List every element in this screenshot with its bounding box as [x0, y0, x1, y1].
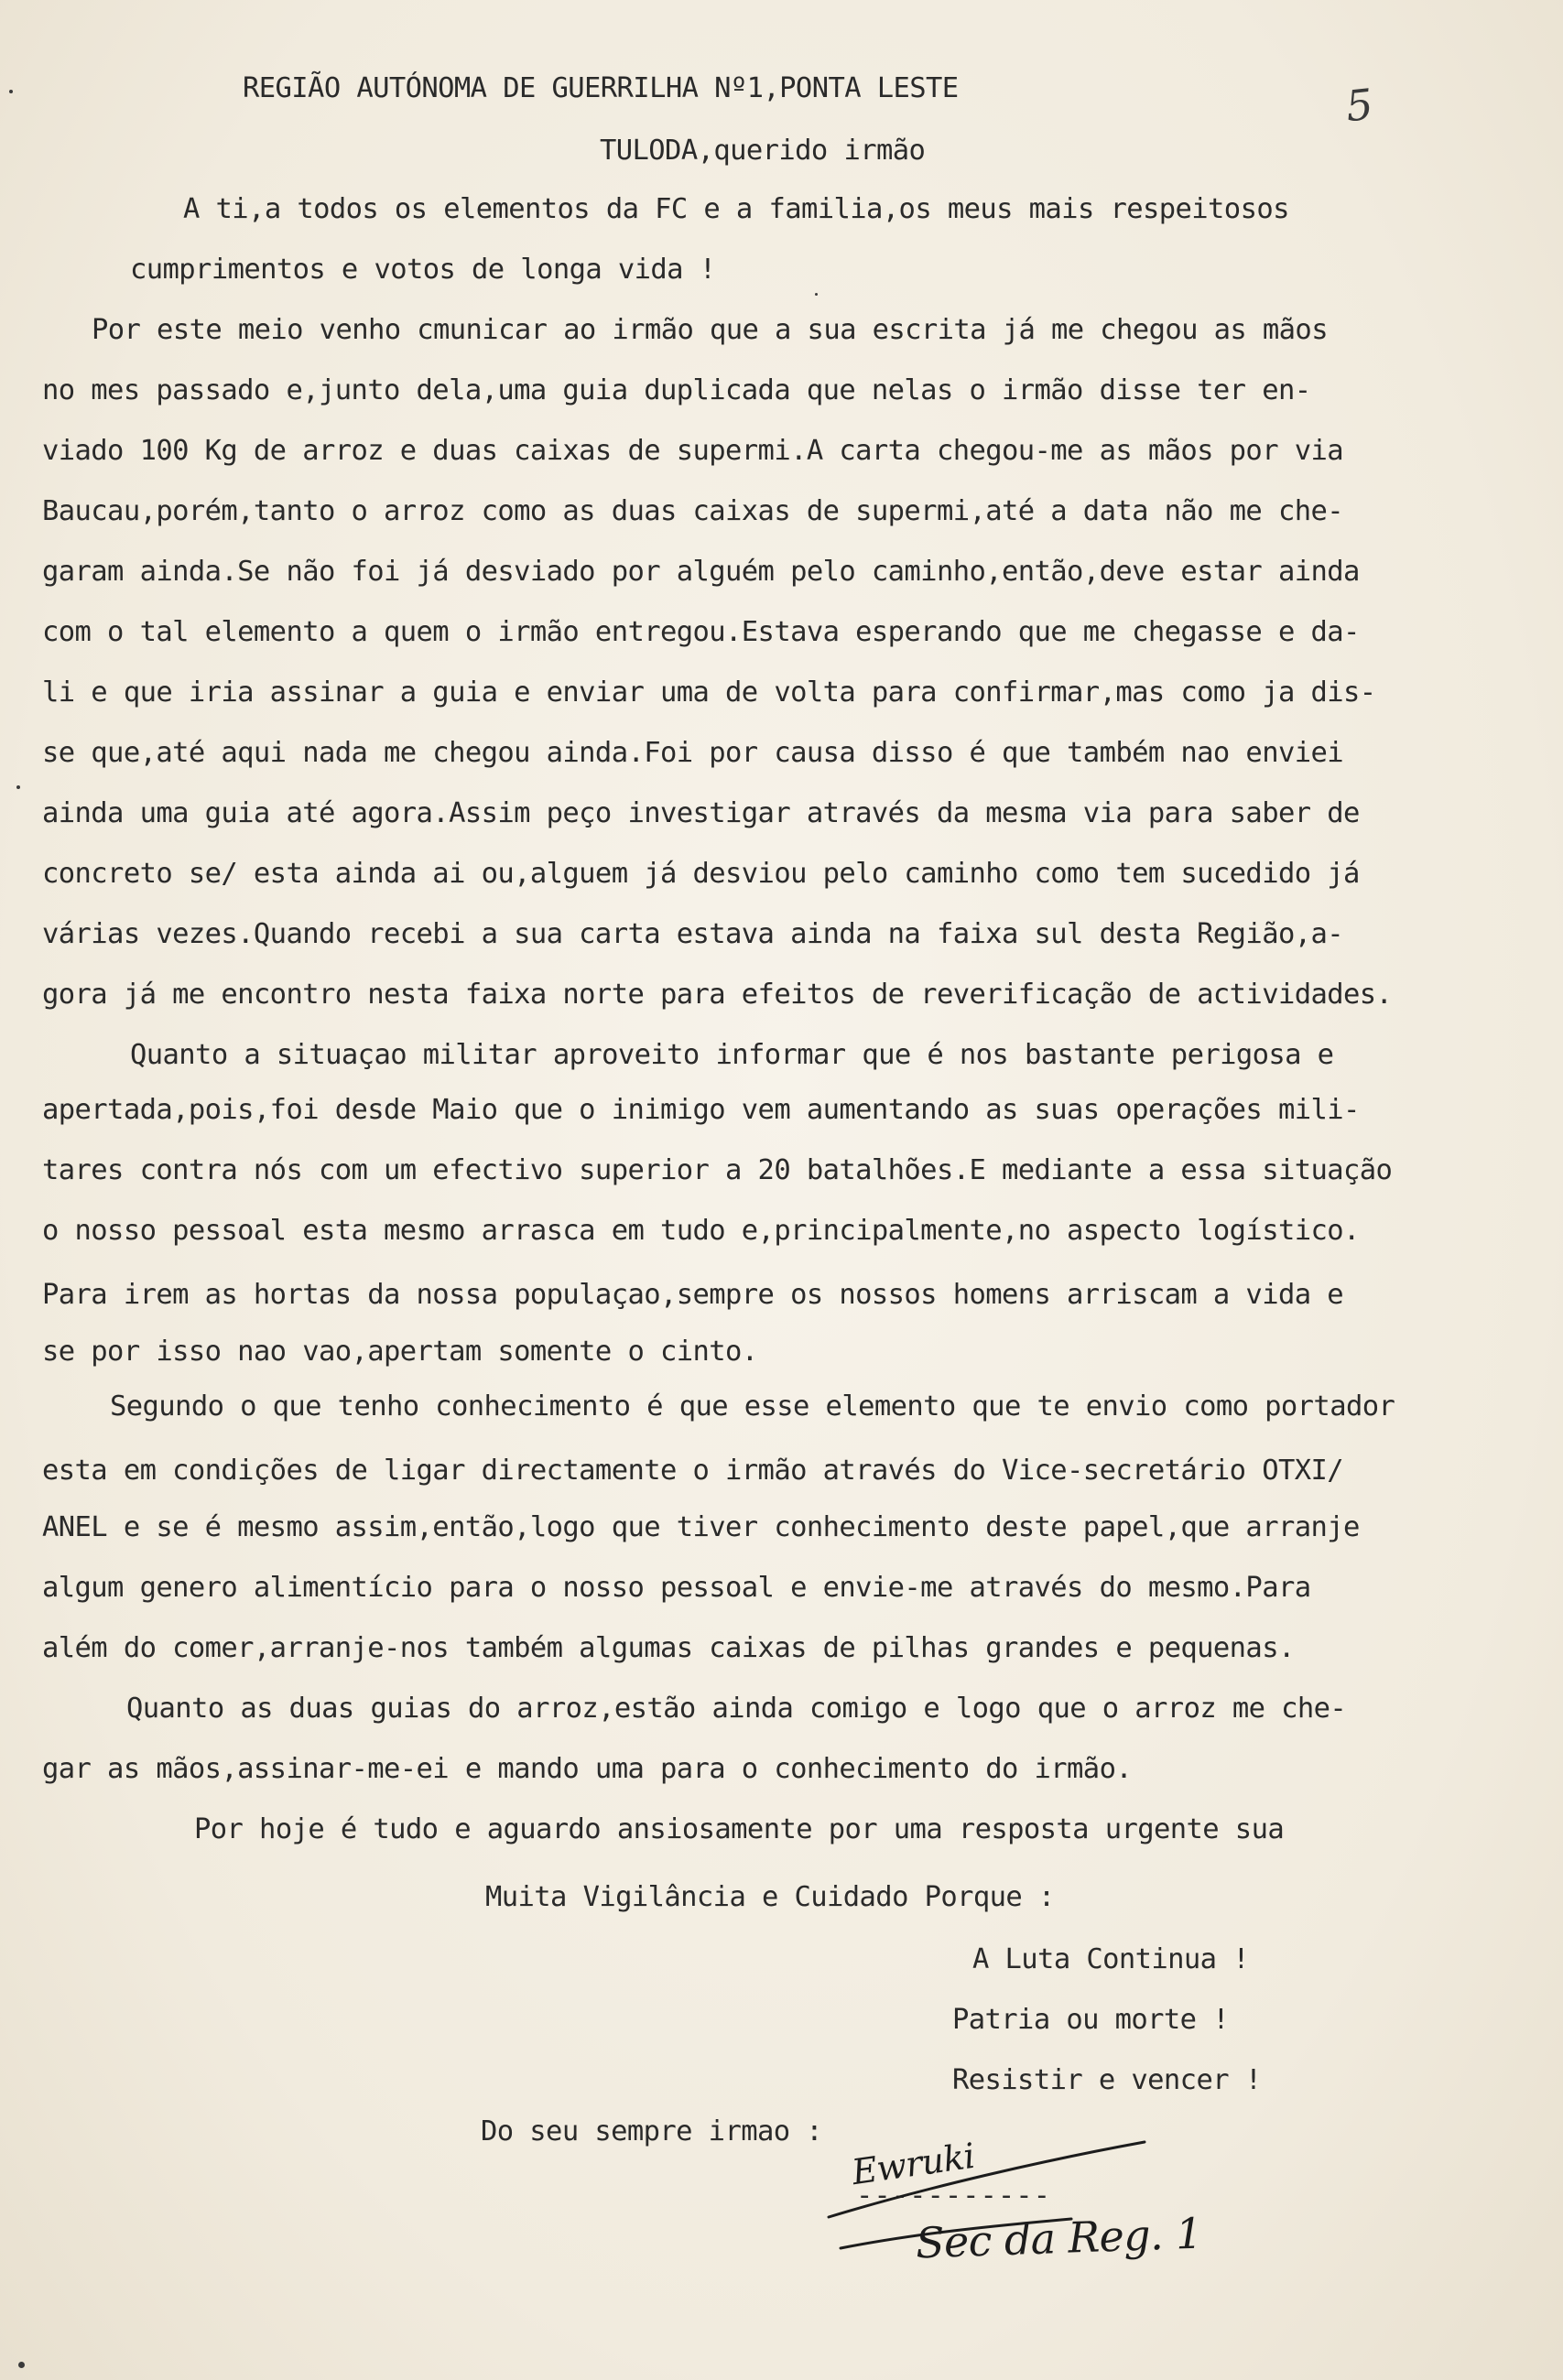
- page-number: 5: [1343, 79, 1375, 132]
- body-line: Por hoje é tudo e aguardo ansiosamente por uma resposta urgente sua: [194, 1813, 1285, 1845]
- signature-title: Sec da Reg. 1: [915, 2208, 1203, 2268]
- motto-line: Resistir e vencer !: [952, 2064, 1262, 2096]
- body-line: gora já me encontro nesta faixa norte para efeitos de reverificação de actividades.: [42, 979, 1393, 1011]
- paper-speck: [9, 90, 13, 93]
- motto-line: Patria ou morte !: [952, 2004, 1229, 2036]
- body-line: Segundo o que tenho conhecimento é que esse elemento que te envio como portador: [110, 1390, 1395, 1423]
- body-line: algum genero alimentício para o nosso pessoal e envie-me através do mesmo.Para: [42, 1572, 1311, 1604]
- body-line: com o tal elemento a quem o irmão entregou.Estava esperando que me chegasse e da-: [42, 616, 1360, 648]
- paper-speck: [815, 293, 818, 296]
- motto-line: A Luta Continua !: [972, 1943, 1249, 1975]
- body-line: viado 100 Kg de arroz e duas caixas de supermi.A carta chegou-me as mãos por via: [42, 435, 1344, 467]
- body-line: A ti,a todos os elementos da FC e a familia,os meus mais respeitosos: [183, 193, 1289, 225]
- body-line: várias vezes.Quando recebi a sua carta estava ainda na faixa sul desta Região,a-: [42, 918, 1344, 950]
- body-line: Por este meio venho cmunicar ao irmão que a sua escrita já me chegou as mãos: [92, 314, 1328, 346]
- paper-speck: [18, 2362, 25, 2368]
- body-line: esta em condições de ligar directamente o irmão através do Vice-secretário OTXI/: [42, 1455, 1344, 1487]
- paper-speck: [16, 785, 20, 789]
- body-line: se que,até aqui nada me chegou ainda.Foi por causa disso é que também nao enviei: [42, 737, 1344, 769]
- signature-name: Ewruki: [849, 2135, 977, 2193]
- closing-line: Do seu sempre irmao :: [481, 2115, 823, 2147]
- body-line: Quanto as duas guias do arroz,estão ainda comigo e logo que o arroz me che-: [126, 1693, 1347, 1725]
- body-line: concreto se/ esta ainda ai ou,alguem já desviou pelo caminho como tem sucedido já: [42, 858, 1360, 890]
- body-line: li e que iria assinar a guia e enviar uma de volta para confirmar,mas como ja dis-: [42, 676, 1376, 709]
- body-line: cumprimentos e votos de longa vida !: [130, 254, 716, 286]
- body-line: além do comer,arranje-nos também algumas caixas de pilhas grandes e pequenas.: [42, 1632, 1295, 1664]
- salutation: TULODA,querido irmão: [600, 135, 926, 167]
- body-line: gar as mãos,assinar-me-ei e mando uma para o conhecimento do irmão.: [42, 1753, 1133, 1785]
- body-line: Quanto a situaçao militar aproveito informar que é nos bastante perigosa e: [130, 1039, 1334, 1071]
- body-line: ainda uma guia até agora.Assim peço investigar através da mesma via para saber de: [42, 797, 1360, 829]
- body-line: garam ainda.Se não foi já desviado por alguém pelo caminho,então,deve estar ainda: [42, 556, 1360, 588]
- body-line: Baucau,porém,tanto o arroz como as duas caixas de supermi,até a data não me che-: [42, 495, 1344, 527]
- signature-dashes: -----------: [856, 2180, 1051, 2212]
- body-line: o nosso pessoal esta mesmo arrasca em tudo e,principalmente,no aspecto logístico.: [42, 1215, 1360, 1247]
- body-line: se por isso nao vao,apertam somente o cinto.: [42, 1336, 758, 1368]
- letter-heading: REGIÃO AUTÓNOMA DE GUERRILHA Nº1,PONTA LESTE: [243, 72, 959, 104]
- motto-intro: Muita Vigilância e Cuidado Porque :: [485, 1881, 1055, 1913]
- body-line: Para irem as hortas da nossa populaçao,sempre os nossos homens arriscam a vida e: [42, 1279, 1344, 1311]
- body-line: no mes passado e,junto dela,uma guia duplicada que nelas o irmão disse ter en-: [42, 374, 1311, 406]
- body-line: ANEL e se é mesmo assim,então,logo que tiver conhecimento deste papel,que arranje: [42, 1511, 1360, 1543]
- body-line: apertada,pois,foi desde Maio que o inimigo vem aumentando as suas operações mili-: [42, 1094, 1360, 1126]
- body-line: tares contra nós com um efectivo superior a 20 batalhões.E mediante a essa situação: [42, 1154, 1393, 1186]
